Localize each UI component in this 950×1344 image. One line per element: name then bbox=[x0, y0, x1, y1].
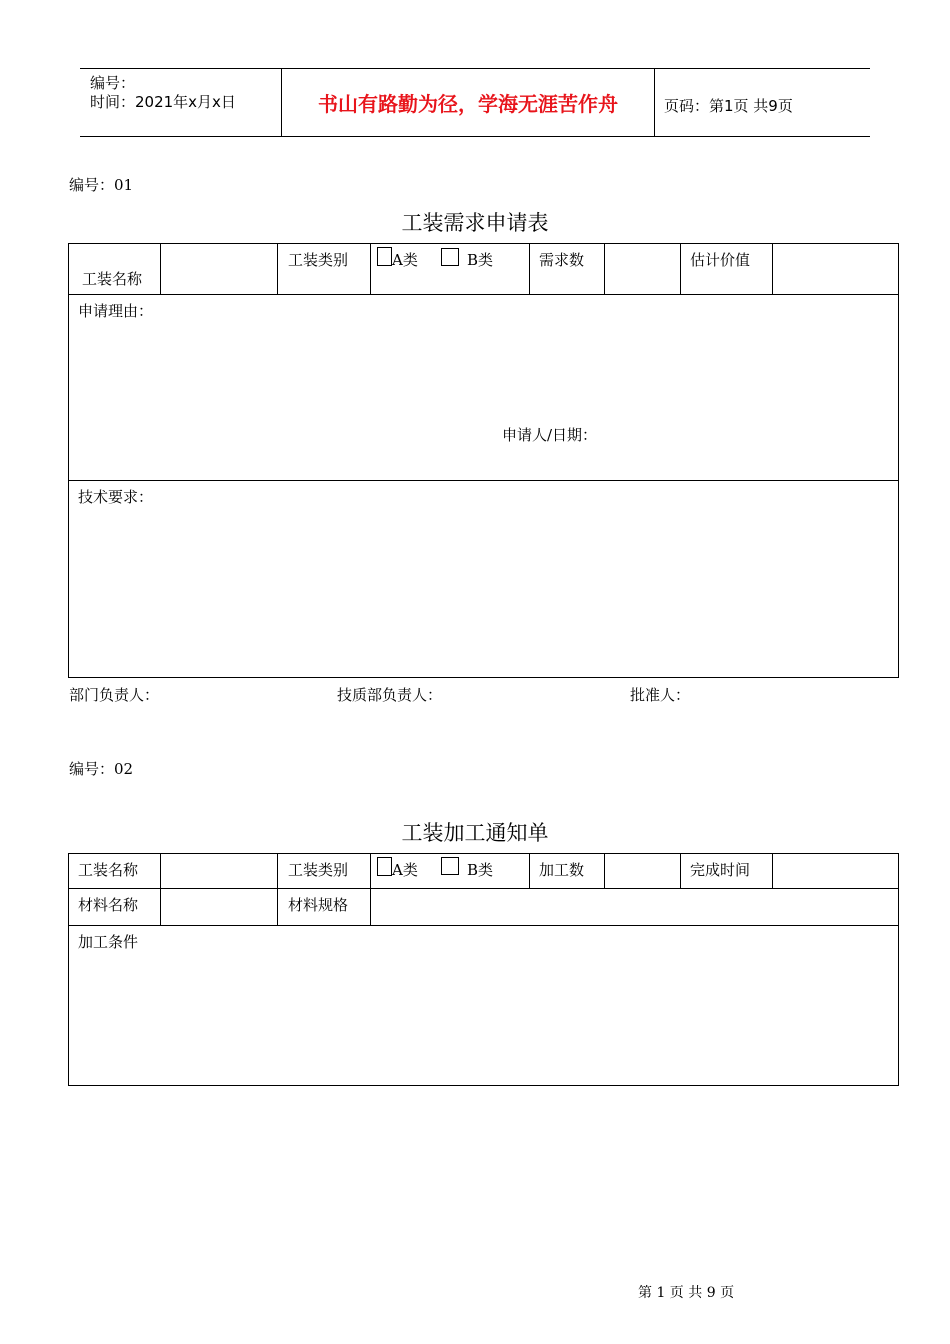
form2-col-divider bbox=[680, 853, 681, 888]
form1-row-divider bbox=[68, 480, 899, 481]
form2-class-b-checkbox[interactable] bbox=[441, 857, 459, 875]
form1-col-divider bbox=[370, 243, 371, 294]
form1-tech-req-label: 技术要求： bbox=[78, 488, 154, 506]
form1-reason-area[interactable] bbox=[69, 322, 898, 422]
form1-class-b-checkbox[interactable] bbox=[441, 248, 459, 266]
form1-approver-label: 批准人： bbox=[630, 686, 691, 704]
form1-demand-qty-label: 需求数 bbox=[539, 251, 585, 269]
form1-number: 编号：01 bbox=[69, 176, 134, 194]
form2-material-spec-value[interactable] bbox=[371, 889, 898, 924]
form2-completion-time-label: 完成时间 bbox=[690, 861, 751, 879]
form2-completion-time-value[interactable] bbox=[773, 854, 898, 887]
form2-process-conditions-label: 加工条件 bbox=[78, 933, 139, 951]
form2-col-divider bbox=[277, 853, 278, 925]
form1-class-a-checkbox[interactable] bbox=[377, 247, 392, 266]
form2-number: 编号：02 bbox=[69, 760, 134, 778]
form2-class-a-checkbox[interactable] bbox=[377, 857, 392, 876]
form1-row-divider bbox=[68, 294, 899, 295]
form2-process-conditions-area[interactable] bbox=[69, 952, 898, 1084]
form1-dept-head-label: 部门负责人： bbox=[69, 686, 160, 704]
form1-tool-category-label: 工装类别 bbox=[288, 251, 349, 269]
form2-tool-category-label: 工装类别 bbox=[288, 861, 349, 879]
form1-class-a-label: A类 bbox=[392, 251, 418, 269]
form1-col-divider bbox=[680, 243, 681, 294]
header-top-rule bbox=[80, 68, 870, 69]
form1-estimated-value-value[interactable] bbox=[773, 244, 898, 293]
form2-class-b-label: B类 bbox=[467, 861, 494, 879]
form2-process-qty-label: 加工数 bbox=[539, 861, 585, 879]
form2-material-name-value[interactable] bbox=[161, 889, 276, 924]
header-time-label: 时间：2021年x月x日 bbox=[90, 93, 236, 111]
form1-tool-name-value[interactable] bbox=[161, 244, 276, 293]
form2-material-spec-label: 材料规格 bbox=[288, 896, 349, 914]
form1-col-divider bbox=[529, 243, 530, 294]
form1-tool-name-label: 工装名称 bbox=[82, 270, 143, 288]
form1-col-divider bbox=[277, 243, 278, 294]
form1-demand-qty-value[interactable] bbox=[605, 244, 679, 293]
form2-material-name-label: 材料名称 bbox=[78, 896, 139, 914]
form2-tool-name-value[interactable] bbox=[161, 854, 276, 887]
form2-row-divider bbox=[68, 925, 899, 926]
form1-title: 工装需求申请表 bbox=[401, 211, 549, 235]
form2-tool-name-label: 工装名称 bbox=[78, 861, 139, 879]
form2-class-a-label: A类 bbox=[392, 861, 418, 879]
form2-title: 工装加工通知单 bbox=[401, 821, 549, 845]
form1-class-b-label: B类 bbox=[467, 251, 494, 269]
form1-estimated-value-label: 估计价值 bbox=[690, 251, 751, 269]
form1-applicant-date-label: 申请人/日期： bbox=[502, 426, 598, 444]
form1-tech-req-area[interactable] bbox=[69, 508, 898, 676]
form1-qa-head-label: 技质部负责人： bbox=[337, 686, 443, 704]
footer-page-info: 第 1 页 共 9 页 bbox=[638, 1285, 735, 1301]
header-motto: 书山有路勤为径，学海无涯苦作舟 bbox=[318, 92, 618, 116]
header-page-info: 页码：第1页 共9页 bbox=[664, 97, 793, 115]
form2-col-divider bbox=[529, 853, 530, 888]
form2-process-qty-value[interactable] bbox=[605, 854, 679, 887]
header-bottom-rule bbox=[80, 136, 870, 137]
form1-reason-label: 申请理由： bbox=[78, 302, 154, 320]
header-number-label: 编号： bbox=[90, 74, 136, 92]
header-divider-right bbox=[654, 68, 655, 136]
